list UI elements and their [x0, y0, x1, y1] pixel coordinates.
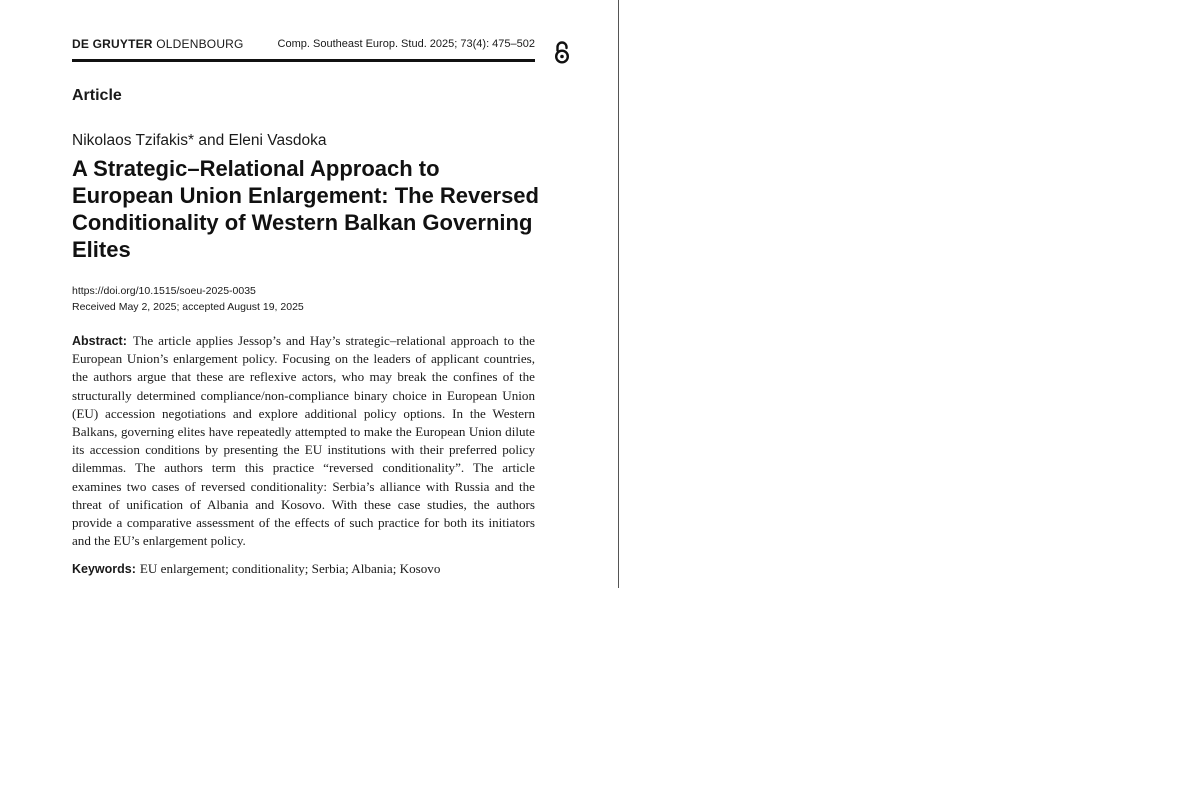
publisher-logo — [72, 37, 244, 51]
publisher-name-light: OLDENBOURG — [156, 37, 244, 51]
journal-reference: Comp. Southeast Europ. Stud. 2025; 73(4): 475–502 — [277, 38, 535, 50]
article-title: A Strategic–Relational Approach to European Union Enlargement: The Reversed Conditionality of Western Balkan Governing Elites — [72, 156, 539, 262]
open-access-lock-icon — [553, 40, 571, 64]
abstract — [72, 332, 535, 550]
keywords — [72, 560, 535, 578]
article-type-label: Article — [72, 87, 122, 104]
article-metadata — [72, 284, 304, 315]
abstract-label: Abstract: — [72, 334, 127, 348]
publisher-name-bold: DE GRUYTER — [72, 37, 153, 51]
header-divider — [72, 59, 535, 62]
doi-link[interactable]: https://doi.org/10.1515/soeu-2025-0035 — [72, 285, 256, 297]
article-authors: Nikolaos Tzifakis* and Eleni Vasdoka — [72, 132, 327, 149]
document-page — [0, 0, 619, 588]
keywords-label: Keywords: — [72, 562, 136, 576]
page-header — [72, 37, 535, 53]
received-accepted-dates: Received May 2, 2025; accepted August 19, 2025 — [72, 300, 304, 313]
abstract-text: The article applies Jessop’s and Hay’s strategic–relational approach to the European Union’s enlargement policy. Focusing on the leaders of applicant countries, the authors argue that these are reflexive actors, who may break the confines of the structurally determined compliance/non-compliance binary choice in European Union (EU) accession negotiations and explore additional policy options. In the Western Balkans, governing elites have repeatedly attempted to make the European Union dilute its accession conditions by presenting the EU institutions with their preferred policy dilemmas. The authors term this practice “reversed conditionality”. The article examines two cases of reversed conditionality: Serbia’s alliance with Russia and the threat of unification of Albania and Kosovo. With these case studies, the authors provide a comparative assessment of the effects of such practice for both its initiators and the EU’s enlargement policy. — [72, 333, 535, 549]
keywords-text: EU enlargement; conditionality; Serbia; Albania; Kosovo — [139, 561, 441, 576]
